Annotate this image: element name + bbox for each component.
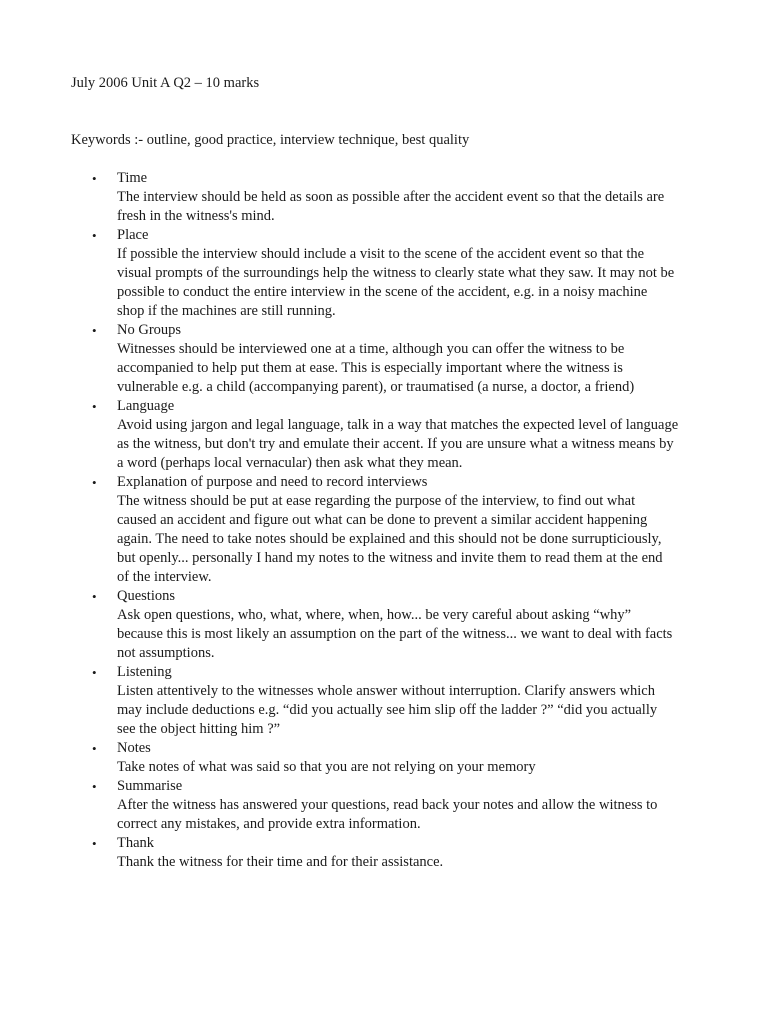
item-title: Notes xyxy=(117,740,151,756)
list-item-time xyxy=(71,169,711,226)
item-title: Explanation of purpose and need to record interviews xyxy=(117,474,428,490)
item-title: Questions xyxy=(117,588,175,604)
bullet-icon: • xyxy=(92,589,97,604)
bullet-icon: • xyxy=(92,741,97,756)
item-body: Avoid using jargon and legal language, talk in a way that matches the expected level of language as the witness, but don't try and emulate their accent. If you are unsure what a witness means by a word (perhaps local vernacular) then ask what they mean. xyxy=(117,417,679,471)
document-heading: July 2006 Unit A Q2 – 10 marks xyxy=(71,75,260,91)
list-item-notes xyxy=(71,739,711,777)
list-item-place xyxy=(71,226,711,321)
bullet-icon: • xyxy=(92,836,97,851)
list-item-no-groups xyxy=(71,321,711,397)
item-body: The witness should be put at ease regarding the purpose of the interview, to find out what caused an accident and figure out what can be done to prevent a similar accident happening again. The need to take notes should be explained and this should not be done surrupticiously, but openly... personally I hand my notes to the witness and invite them to read them at the end of the interview. xyxy=(117,493,663,585)
item-body: If possible the interview should include a visit to the scene of the accident event so that the visual prompts of the surroundings help the witness to clearly state what they saw. It may not be possible to conduct the entire interview in the scene of the accident, e.g. in a noisy machine shop if the machines are still running. xyxy=(117,246,675,319)
bullet-icon: • xyxy=(92,399,97,414)
list-item-listening xyxy=(71,663,711,739)
item-body: Thank the witness for their time and for their assistance. xyxy=(117,854,444,870)
bullet-list xyxy=(71,169,711,872)
list-item-questions xyxy=(71,587,711,663)
list-item-explanation xyxy=(71,473,711,587)
list-item-summarise xyxy=(71,777,711,834)
item-title: Listening xyxy=(117,664,172,680)
item-body: Ask open questions, who, what, where, when, how... be very careful about asking “why” because this is most likely an assumption on the part of the witness... we want to deal with facts not assumptions. xyxy=(117,607,673,661)
item-title: Place xyxy=(117,227,149,243)
bullet-icon: • xyxy=(92,665,97,680)
list-item-thank xyxy=(71,834,711,872)
item-title: No Groups xyxy=(117,322,182,338)
item-body: Take notes of what was said so that you are not relying on your memory xyxy=(117,759,536,775)
bullet-icon: • xyxy=(92,171,97,186)
bullet-icon: • xyxy=(92,779,97,794)
item-title: Time xyxy=(117,170,148,186)
item-body: Listen attentively to the witnesses whole answer without interruption. Clarify answers which may include deductions e.g. “did you actually see him slip off the ladder ?” “did you actually see the object hitting him ?” xyxy=(117,683,658,737)
bullet-icon: • xyxy=(92,323,97,338)
list-item-language xyxy=(71,397,711,473)
item-body: After the witness has answered your questions, read back your notes and allow the witness to correct any mistakes, and provide extra information. xyxy=(117,797,658,832)
item-body: The interview should be held as soon as possible after the accident event so that the details are fresh in the witness's mind. xyxy=(117,189,665,224)
item-title: Thank xyxy=(117,835,155,851)
keywords-line: Keywords :- outline, good practice, interview technique, best quality xyxy=(71,132,470,148)
bullet-icon: • xyxy=(92,228,97,243)
bullet-icon: • xyxy=(92,475,97,490)
item-title: Language xyxy=(117,398,175,414)
item-body: Witnesses should be interviewed one at a time, although you can offer the witness to be accompanied to help put them at ease. This is especially important where the witness is vulnerable e.g. a child (accompanying parent), or traumatised (a nurse, a doctor, a friend) xyxy=(117,341,635,395)
item-title: Summarise xyxy=(117,778,183,794)
